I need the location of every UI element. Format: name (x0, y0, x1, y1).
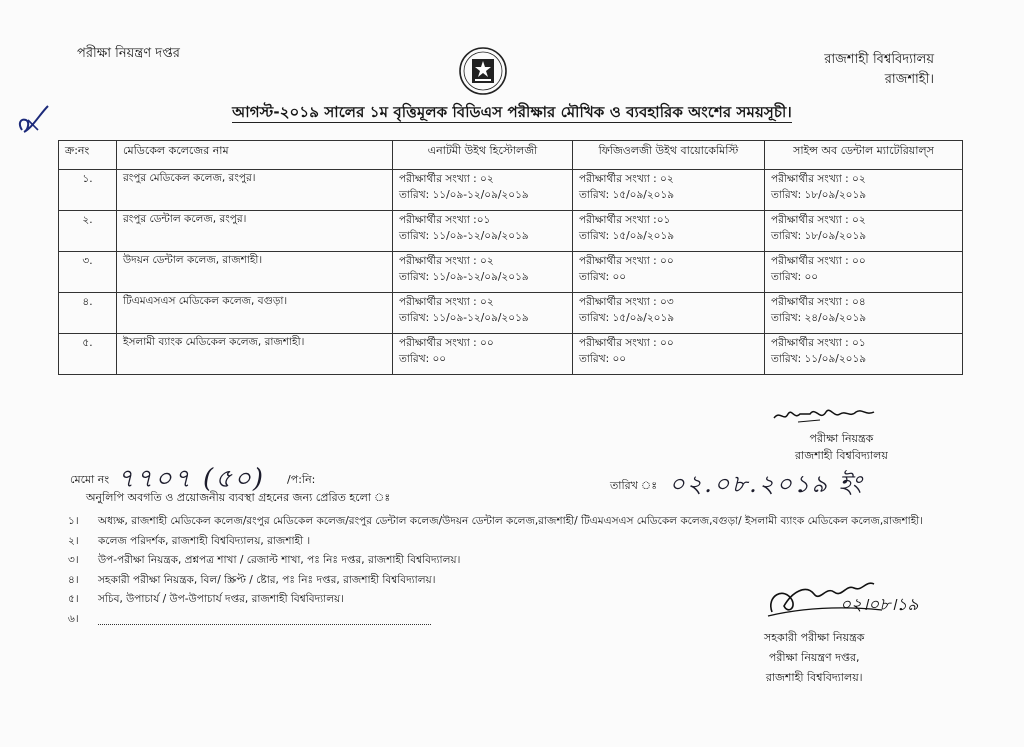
col-anatomy: এনাটমী উইথ হিস্টোলজী (393, 141, 573, 170)
cc-text: সহকারী পরীক্ষা নিয়ন্ত্রক, বিল/ স্ক্রিপ্ট / ষ্টোর, পঃ নিঃ দপ্তর, রাজশাহী বিশ্ববিদ্যালয়। (98, 573, 436, 586)
exam-count: পরীক্ষার্থীর সংখ্যা : ০২ (771, 214, 866, 226)
table-row (59, 334, 963, 375)
date-label: তারিখ ঃ (610, 478, 658, 492)
cc-text: কলেজ পরিদর্শক, রাজশাহী বিশ্ববিদ্যালয়, রাজশাহী । (98, 534, 311, 547)
date-value: ০২.০৮.২০১৯ ইং (669, 470, 864, 498)
exam-count: পরীক্ষার্থীর সংখ্যা : ০২ (771, 173, 866, 185)
memo-number: ৭৭০৭ (৫০) (117, 464, 266, 494)
signature-date: ০২।০৮।১৯ (840, 595, 919, 615)
row-science (765, 334, 963, 375)
cc-num: ৫। (68, 593, 79, 606)
exam-count: পরীক্ষার্থীর সংখ্যা : ০৪ (771, 296, 866, 308)
row-serial: ৩. (59, 252, 117, 293)
exam-count: পরীক্ষার্থীর সংখ্যা : ০১ (771, 337, 866, 349)
row-science (765, 170, 963, 211)
page-title (0, 101, 1024, 126)
cc-num: ৪। (68, 573, 79, 586)
schedule-table (58, 140, 963, 375)
cc-num: ৬। (68, 612, 79, 625)
title-text: আগস্ট-২০১৯ সালের ১ম বৃত্তিমূলক বিডিএস পরীক্ষার মৌখিক ও ব্যবহারিক অংশের সময়সূচী। (232, 103, 792, 121)
col-serial: ক্র:নং (59, 141, 117, 170)
exam-date: তারিখ: ১৮/০৯/২০১৯ (771, 230, 867, 242)
row-science (765, 211, 963, 252)
exam-count: পরীক্ষার্থীর সংখ্যা : ০৩ (579, 296, 674, 308)
memo-prefix: /প:নি: (287, 472, 316, 486)
exam-date: তারিখ: ০০ (399, 353, 447, 365)
row-college: উদয়ন ডেন্টাল কলেজ, রাজশাহী। (117, 252, 393, 293)
exam-date: তারিখ: ০০ (771, 271, 819, 283)
exam-date: তারিখ: ১৫/০৯/২০১৯ (579, 189, 675, 201)
date-line (610, 466, 864, 506)
row-physiology (573, 252, 765, 293)
exam-date: তারিখ: ১৫/০৯/২০১৯ (579, 312, 675, 324)
col-college: মেডিকেল কলেজের নাম (117, 141, 393, 170)
cc-intro: অনুলিপি অবগতি ও প্রয়োজনীয় ব্যবস্থা গ্রহনের জন্য প্রেরিত হলো ঃ (86, 491, 391, 504)
row-college: ইসলামী ব্যাংক মেডিকেল কলেজ, রাজশাহী। (117, 334, 393, 375)
university-logo-icon (458, 46, 508, 96)
cc-num: ২। (68, 534, 79, 547)
exam-count: পরীক্ষার্থীর সংখ্যা : ০০ (579, 337, 674, 349)
row-college: টিএমএসএস মেডিকেল কলেজ, বগুড়া। (117, 293, 393, 334)
blank-dotted-line (98, 616, 431, 625)
exam-date: তারিখ: ১১/০৯-১২/০৯/২০১৯ (399, 189, 529, 201)
row-college: রংপুর ডেন্টাল কলেজ, রংপুর। (117, 211, 393, 252)
exam-date: তারিখ: ১১/০৯/২০১৯ (771, 353, 867, 365)
exam-count: পরীক্ষার্থীর সংখ্যা :০১ (579, 214, 671, 226)
exam-date: তারিখ: ০০ (579, 271, 627, 283)
row-physiology (573, 170, 765, 211)
exam-date: তারিখ: ১১/০৯-১২/০৯/২০১৯ (399, 271, 529, 283)
list-item (68, 533, 923, 553)
table-row (59, 170, 963, 211)
table-row (59, 293, 963, 334)
row-anatomy (393, 211, 573, 252)
assistant-university: রাজশাহী বিশ্ববিদ্যালয়। (765, 671, 863, 684)
exam-date: তারিখ: ১১/০৯-১২/০৯/২০১৯ (399, 312, 529, 324)
col-science: সাইন্স অব ডেন্টাল ম্যাটেরিয়াল্‌স (765, 141, 963, 170)
controller-university: রাজশাহী বিশ্ববিদ্যালয় (795, 449, 888, 462)
row-serial: ৫. (59, 334, 117, 375)
row-physiology (573, 211, 765, 252)
exam-date: তারিখ: ১১/০৯-১২/০৯/২০১৯ (399, 230, 529, 242)
cc-text: অধ্যক্ষ, রাজশাহী মেডিকেল কলেজ/রংপুর মেডিকেল কলেজ/রংপুর ডেন্টাল কলেজ/উদয়ন ডেন্টাল কলেজ,রাজশাহী/ টিএমএসএস মেডিকেল কলেজ,বগুড়া/ ইসলামী ব্যাংক মেডিকেল কলেজ,রাজশাহী। (98, 515, 924, 528)
controller-signature (770, 402, 880, 428)
col-physiology: ফিজিওলজী উইথ বায়োকেমিস্টি (573, 141, 765, 170)
row-science (765, 293, 963, 334)
table-row (59, 252, 963, 293)
row-science (765, 252, 963, 293)
cc-num: ৩। (68, 554, 79, 567)
row-physiology (573, 293, 765, 334)
city-name: রাজশাহী। (884, 72, 934, 87)
assistant-title: সহকারী পরীক্ষা নিয়ন্ত্রক (764, 631, 865, 644)
university-name: রাজশাহী বিশ্ববিদ্যালয় (824, 52, 934, 67)
cc-text: উপ-পরীক্ষা নিয়ন্ত্রক, প্রশ্নপত্র শাখা / রেজাল্ট শাখা, পঃ নিঃ দপ্তর, রাজশাহী বিশ্ববিদ্যালয়। (98, 554, 461, 567)
exam-count: পরীক্ষার্থীর সংখ্যা : ০২ (399, 296, 494, 308)
exam-count: পরীক্ষার্থীর সংখ্যা : ০০ (579, 255, 674, 267)
office-name: পরীক্ষা নিয়ন্ত্রণ দপ্তর (77, 46, 180, 61)
table-row (59, 211, 963, 252)
row-anatomy (393, 252, 573, 293)
assistant-block (764, 628, 864, 688)
memo-label: মেমো নং (70, 472, 110, 486)
row-college: রংপুর মেডিকেল কলেজ, রংপুর। (117, 170, 393, 211)
exam-count: পরীক্ষার্থীর সংখ্যা : ০২ (579, 173, 674, 185)
controller-title: পরীক্ষা নিয়ন্ত্রক (809, 432, 874, 445)
exam-count: পরীক্ষার্থীর সংখ্যা : ০০ (399, 337, 494, 349)
row-anatomy (393, 170, 573, 211)
row-serial: ৪. (59, 293, 117, 334)
exam-count: পরীক্ষার্থীর সংখ্যা : ০২ (399, 173, 494, 185)
exam-count: পরীক্ষার্থীর সংখ্যা :০১ (399, 214, 491, 226)
row-serial: ১. (59, 170, 117, 211)
exam-count: পরীক্ষার্থীর সংখ্যা : ০০ (771, 255, 866, 267)
exam-date: তারিখ: ১৮/০৯/২০১৯ (771, 189, 867, 201)
cc-text: সচিব, উপাচার্য / উপ-উপাচার্য দপ্তর, রাজশাহী বিশ্ববিদ্যালয়। (98, 593, 344, 606)
exam-date: তারিখ: ০০ (579, 353, 627, 365)
assistant-office: পরীক্ষা নিয়ন্ত্রণ দপ্তর, (768, 651, 860, 664)
row-anatomy (393, 293, 573, 334)
row-anatomy (393, 334, 573, 375)
row-physiology (573, 334, 765, 375)
assistant-signature (762, 566, 932, 624)
exam-count: পরীক্ষার্থীর সংখ্যা : ০২ (399, 255, 494, 267)
table-header-row (59, 141, 963, 170)
controller-block (795, 430, 888, 464)
cc-num: ১। (68, 515, 79, 528)
exam-date: তারিখ: ২৪/০৯/২০১৯ (771, 312, 867, 324)
row-serial: ২. (59, 211, 117, 252)
list-item (68, 513, 923, 533)
exam-date: তারিখ: ১৫/০৯/২০১৯ (579, 230, 675, 242)
header-address (824, 50, 934, 90)
